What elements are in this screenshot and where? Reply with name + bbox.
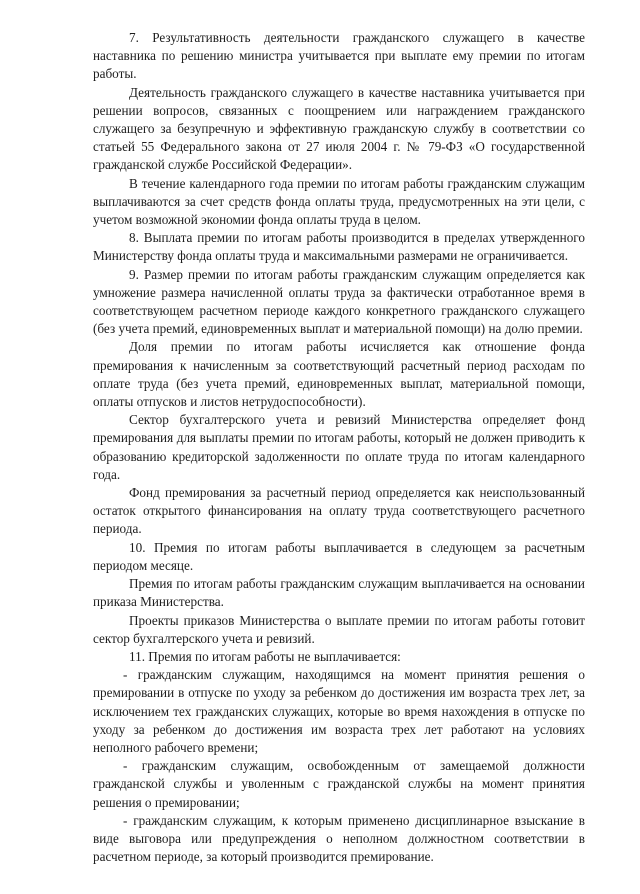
paragraph-accounting-sector: Сектор бухгалтерского учета и ревизий Министерства определяет фонд премирования для выплаты премии по итогам работы, который не должен приводить к образованию кредиторской задолженности по оплате труда по итогам календарного года. (93, 412, 585, 482)
paragraph-11: 11. Премия по итогам работы не выплачивается: (129, 648, 401, 664)
paragraph-bonus-fund-period: Фонд премирования за расчетный период определяется как неиспользованный остаток открытого финансирования на оплату труда соответствующего расчетного периода. (93, 485, 585, 537)
list-item-dismissed: - гражданским служащим, освобожденным от замещаемой должности гражданской службы и уволенным с гражданской службы на момент принятия решения о премировании; (93, 758, 585, 810)
paragraph-10: 10. Премия по итогам работы выплачивается в следующем за расчетным периодом месяце. (93, 539, 585, 573)
list-item-parental-leave: - гражданским служащим, находящимся на момент принятия решения о премировании в отпуске по уходу за ребенком до достижения им возраста трех лет, за исключением тех гражданских служащих, которые во время нахождения в отпуске по уходу за ребенком до достижения им возраста трех лет работают на условиях неполного рабочего времени; (93, 667, 585, 755)
document-body (93, 29, 585, 866)
paragraph-mentor-activity: Деятельность гражданского служащего в качестве наставника учитывается при решении вопросов, связанных с поощрением или награждением гражданского служащего за безупречную и эффективную гражданскую службу в соответствии со статьей 55 Федерального закона от 27 июля 2004 г. № 79-ФЗ «О государственной гражданской службе Российской Федерации». (93, 84, 585, 173)
paragraph-7: 7. Результативность деятельности гражданского служащего в качестве наставника по решению министра учитывается при выплате ему премии по итогам работы. (93, 30, 585, 82)
paragraph-bonus-fund: В течение календарного года премии по итогам работы гражданским служащим выплачиваются за счет средств фонда оплаты труда, предусмотренных на эти цели, с учетом возможной экономии фонда оплаты труда в целом. (93, 175, 585, 228)
paragraph-draft-orders: Проекты приказов Министерства о выплате премии по итогам работы готовит сектор бухгалтерского учета и ревизий. (93, 612, 585, 646)
paragraph-9: 9. Размер премии по итогам работы гражданским служащим определяется как умножение размера начисленной оплаты труда за фактически отработанное время в соответствующем расчетном периоде каждого конкретного гражданского служащего (без учета премий, единовременных выплат и материальной помощи) на долю премии. (93, 266, 585, 337)
list-item-disciplinary: - гражданским служащим, к которым применено дисциплинарное взыскание в виде выговора или предупреждения о неполном должностном соответствии в расчетном периоде, за который производится премирование. (93, 812, 585, 865)
paragraph-8: 8. Выплата премии по итогам работы производится в пределах утвержденного Министерству фонда оплаты труда и максимальными размерами не ограничивается. (93, 230, 585, 264)
paragraph-order-basis: Премия по итогам работы гражданским служащим выплачивается на основании приказа Министерства. (93, 576, 585, 610)
paragraph-bonus-share: Доля премии по итогам работы исчисляется как отношение фонда премирования к начисленным за соответствующий расчетный период расходам по оплате труда (без учета премий, единовременных выплат, материальной помощи, оплаты отпусков и листов нетрудоспособности). (93, 339, 585, 410)
